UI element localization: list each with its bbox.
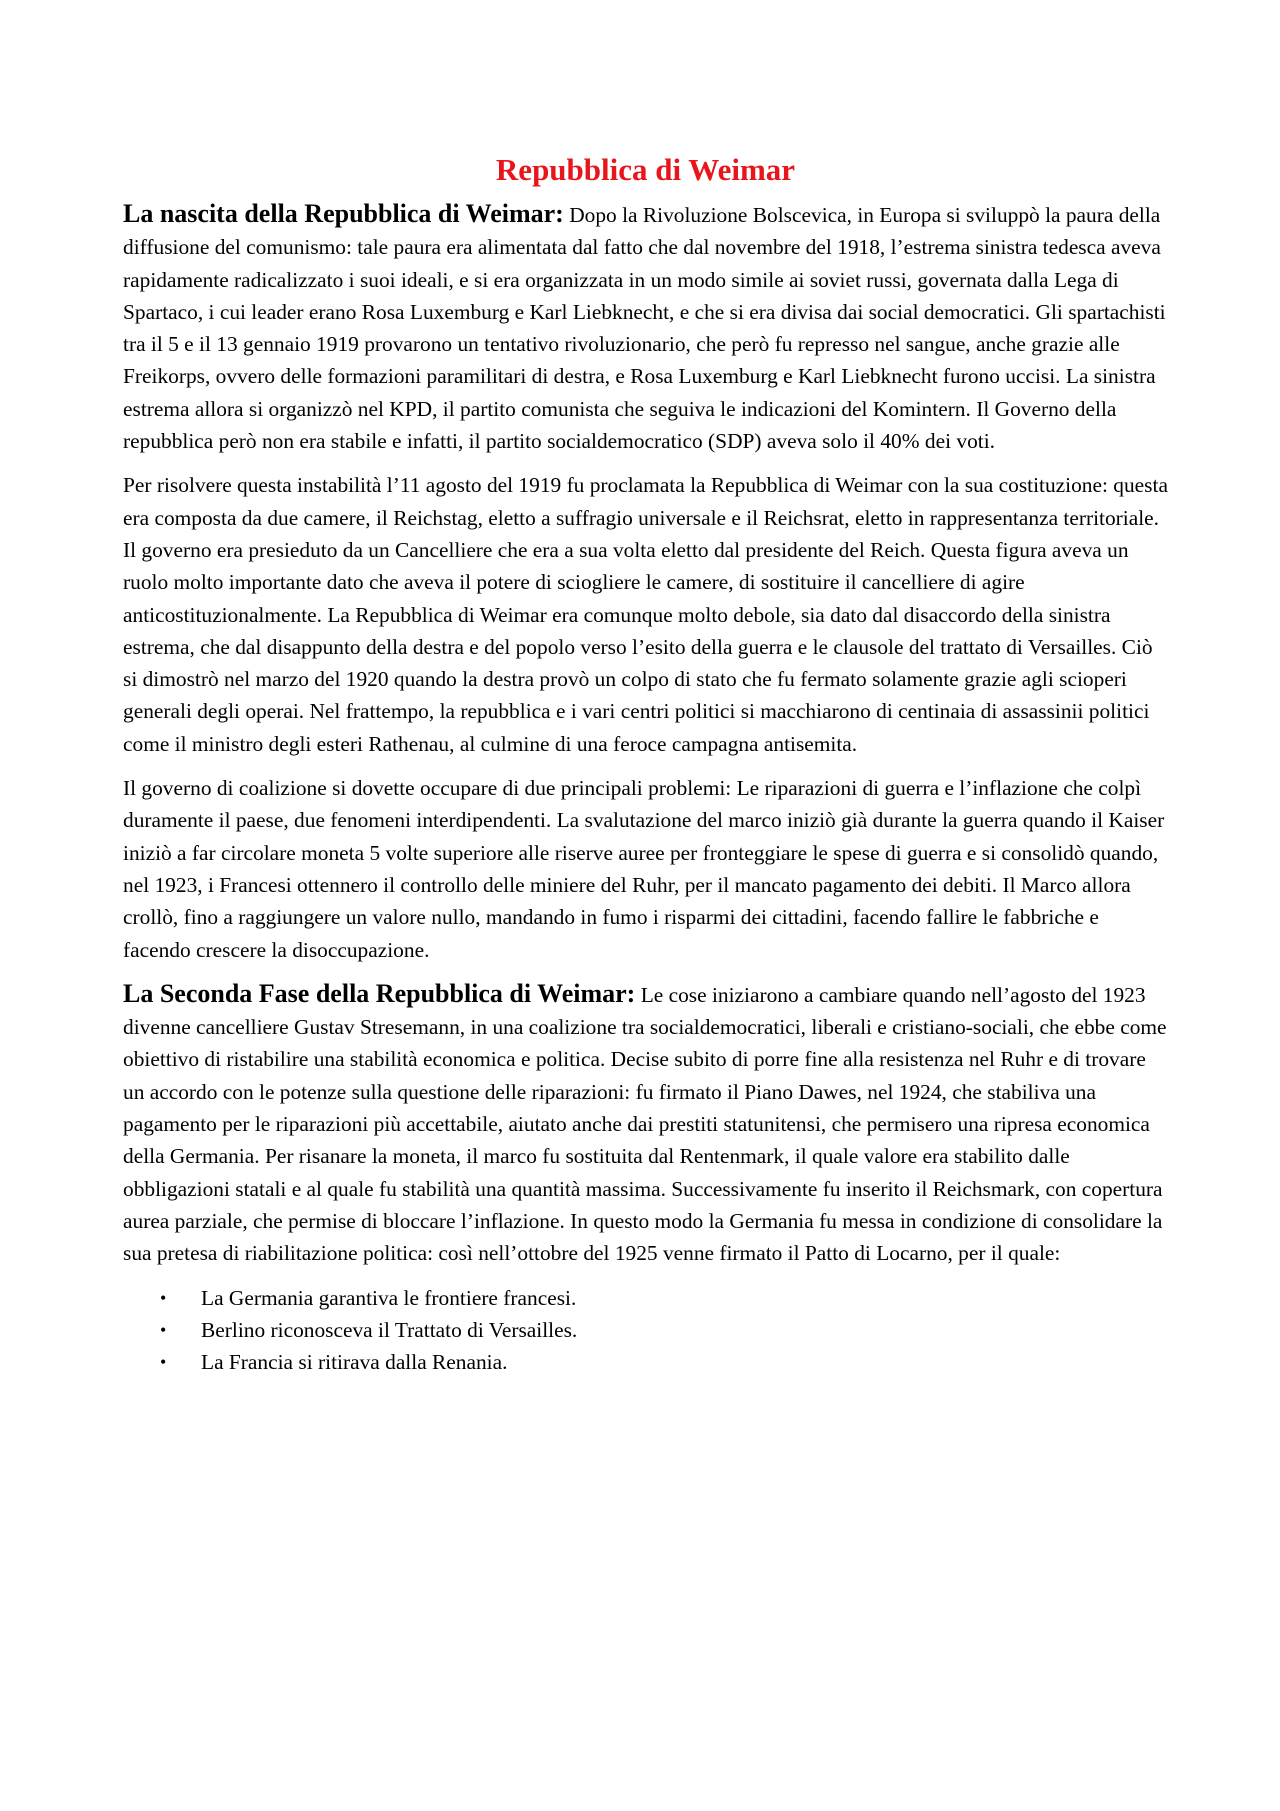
section-heading: La Seconda Fase della Repubblica di Weimar: — [123, 978, 636, 1008]
paragraph-text: Dopo la Rivoluzione Bolscevica, in Europa si sviluppò la paura della diffusione del comunismo: tale paura era alimentata dal fatto che dal novembre del 1918, l’estrema sinistra tedesca aveva rapidamente radicalizzato i suoi ideali, e si era organizzata in un modo simile ai soviet russi, governata dalla Lega di Spartaco, i cui leader erano Rosa Luxemburg e Karl Liebknecht, e che si era divisa dai social democratici. Gli spartachisti tra il 5 e il 13 gennaio 1919 provarono un tentativo rivoluzionario, che però fu represso nel sangue, anche grazie alle Freikorps, ovvero delle formazioni paramilitari di destra, e Rosa Luxemburg e Karl Liebknecht furono uccisi. La sinistra estrema allora si organizzò nel KPD, il partito comunista che seguiva le indicazioni del Komintern. Il Governo della repubblica però non era stabile e infatti, il partito socialdemocratico (SDP) aveva solo il 40% dei voti. — [123, 203, 1166, 454]
list-item-text: Berlino riconosceva il Trattato di Versailles. — [201, 1317, 578, 1342]
paragraph — [123, 198, 1168, 457]
document-title: Repubblica di Weimar — [495, 152, 796, 187]
bullet-icon: • — [160, 1287, 167, 1308]
section-heading: La nascita della Repubblica di Weimar: — [123, 199, 564, 228]
document-page — [123, 150, 1168, 1378]
list-item — [123, 1282, 1168, 1314]
paragraph: Per risolvere questa instabilità l’11 agosto del 1919 fu proclamata la Repubblica di Weimar con la sua costituzione: questa era composta da due camere, il Reichstag, eletto a suffragio universale e il Reichsrat, eletto in rappresentanza territoriale. Il governo era presieduto da un Cancelliere che era a sua volta eletto dal presidente del Reich. Questa figura aveva un ruolo molto importante dato che aveva il potere di sciogliere le camere, di sostituire il cancelliere di agire anticostituzionalmente. La Repubblica di Weimar era comunque molto debole, sia dato dal disaccordo della sinistra estrema, che dal disappunto della destra e del popolo verso l’esito della guerra e le clausole del trattato di Versailles. Ciò si dimostrò nel marzo del 1920 quando la destra provò un colpo di stato che fu fermato solamente grazie agli scioperi generali degli operai. Nel frattempo, la repubblica e i vari centri politici si macchiarono di centinaia di assassinii politici come il ministro degli esteri Rathenau, al culmine di una feroce campagna antisemita. — [123, 473, 1168, 756]
list-item — [123, 1314, 1168, 1346]
bullet-icon: • — [160, 1352, 167, 1373]
list-item-text: La Francia si ritirava dalla Renania. — [201, 1350, 508, 1375]
list-item — [123, 1346, 1168, 1378]
paragraph-text: Le cose iniziarono a cambiare quando nell’agosto del 1923 divenne cancelliere Gustav Stresemann, in una coalizione tra socialdemocratici, liberali e cristiano-sociali, che ebbe come obiettivo di ristabilire una stabilità economica e politica. Decise subito di porre fine alla resistenza nel Ruhr e di trovare un accordo con le potenze sulla questione delle riparazioni: fu firmato il Piano Dawes, nel 1924, che stabiliva una pagamento per le riparazioni più accettabile, aiutato anche dai prestiti statunitensi, che permisero una ripresa economica della Germania. Per risanare la moneta, il marco fu sostituita dal Rentenmark, il quale valore era stabilito dalle obbligazioni statali e al quale fu stabilità una quantità massima. Successivamente fu inserito il Reichsmark, con copertura aurea parziale, che permise di bloccare l’inflazione. In questo modo la Germania fu messa in condizione di consolidare la sua pretesa di riabilitazione politica: così nell’ottobre del 1925 venne firmato il Patto di Locarno, per il quale: — [123, 982, 1167, 1266]
list-item-text: La Germania garantiva le frontiere francesi. — [201, 1285, 577, 1310]
bullet-list — [123, 1282, 1168, 1379]
paragraph — [123, 978, 1168, 1270]
paragraph: Il governo di coalizione si dovette occupare di due principali problemi: Le riparazioni di guerra e l’inflazione che colpì duramente il paese, due fenomeni interdipendenti. La svalutazione del marco iniziò già durante la guerra quando il Kaiser iniziò a far circolare moneta 5 volte superiore alle riserve auree per fronteggiare le spese di guerra e si consolidò quando, nel 1923, i Francesi ottennero il controllo delle miniere del Ruhr, per il mancato pagamento dei debiti. Il Marco allora crollò, fino a raggiungere un valore nullo, mandando in fumo i risparmi dei cittadini, facendo fallire le fabbriche e facendo crescere la disoccupazione. — [123, 776, 1165, 962]
bullet-icon: • — [160, 1319, 167, 1340]
